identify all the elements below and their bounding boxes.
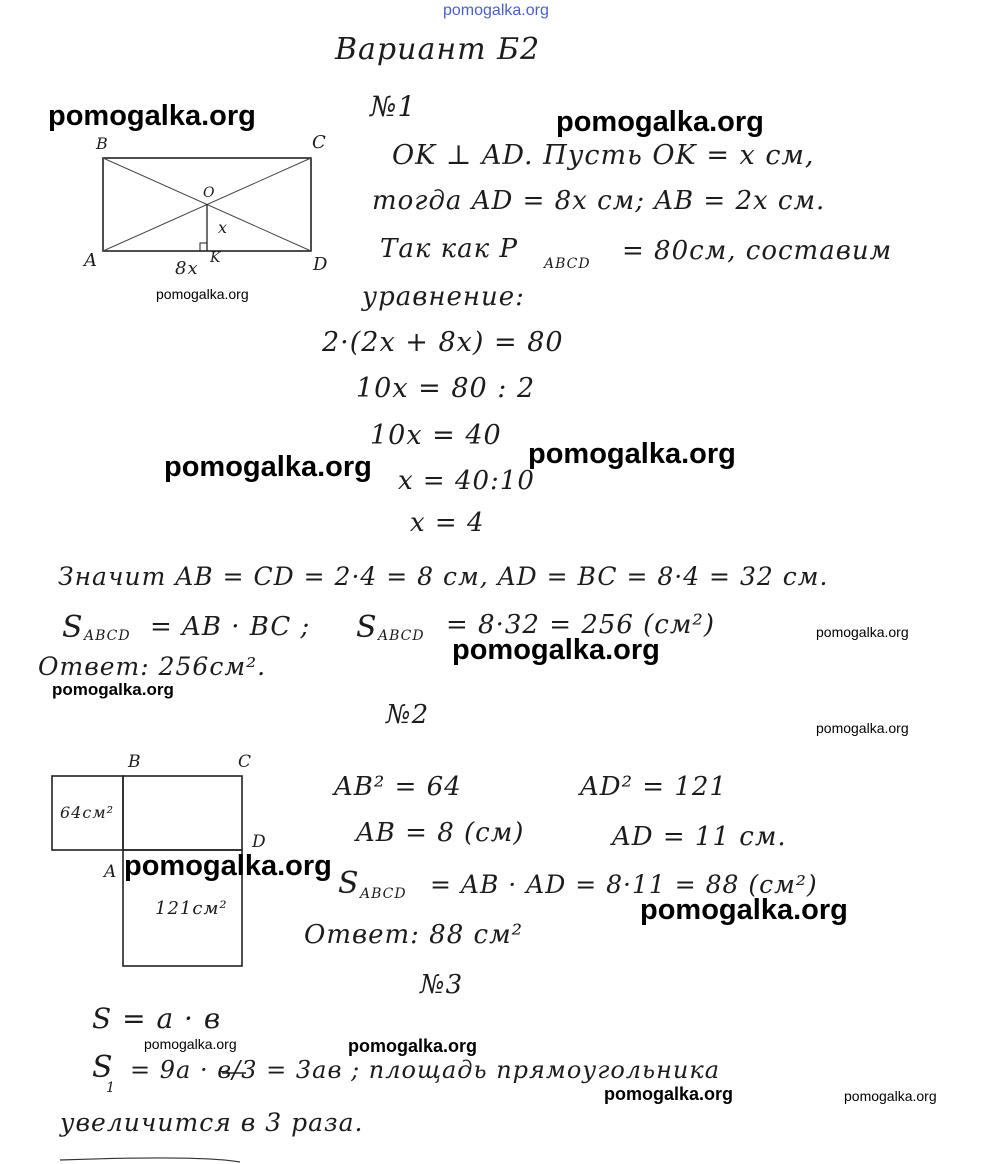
watermark-top: pomogalka.org [443,2,549,19]
task1-line-2: тогда AD = 8x см; AB = 2x см. [372,186,826,216]
task1-line-3: Так как P [380,234,518,264]
task1-line-5: 2·(2x + 8x) = 80 [322,327,564,358]
task1-line-3-sub: ABCD [544,256,591,272]
task1-answer: Ответ: 256см². [38,652,267,681]
task2-label-a: A [104,862,118,882]
label-b: B [96,134,109,153]
task2-answer: Ответ: 88 см² [304,920,524,950]
task2-line-2: AD² = 121 [580,772,727,802]
task2-line-1: AB² = 64 [334,772,462,802]
watermark: pomogalka.org [816,720,909,736]
task1-number: №1 [370,90,417,123]
task1-area-sub: ABCD [84,628,131,644]
task2-small-area: 64см² [60,803,114,822]
watermark: pomogalka.org [816,624,909,640]
watermark: pomogalka.org [844,1088,937,1104]
label-x: x [218,218,229,237]
label-o: O [203,185,216,201]
task2-label-b: B [128,752,142,772]
task1-area-s: S [62,610,84,645]
task3-line-2: = 9a · в/3 = 3aв ; площадь прямоугольника [130,1056,721,1084]
task3-s1: S [92,1050,114,1085]
task1-line-9: x = 4 [410,508,485,538]
watermark: pomogalka.org [556,106,764,138]
task2-area-formula: = AB · AD = 8·11 = 88 (см²) [430,870,818,899]
watermark: pomogalka.org [144,1036,237,1052]
task1-line-1: OK ⊥ AD. Пусть OK = x см, [392,140,815,171]
page-title: Вариант Б2 [335,32,541,67]
watermark: pomogalka.org [164,451,372,483]
task1-line-8: x = 40:10 [398,466,535,496]
task2-area-sub: ABCD [360,886,407,902]
watermark: pomogalka.org [124,850,332,882]
label-c: C [312,132,327,153]
watermark: pomogalka.org [604,1084,734,1104]
task3-s1-sub: 1 [106,1080,116,1096]
task3-line-1: S = a · в [92,1002,222,1035]
task2-number: №2 [386,700,430,730]
watermark: pomogalka.org [52,680,174,699]
task1-line-10: Значит AB = CD = 2·4 = 8 см, AD = BC = 8·4 = 32 см. [58,562,829,591]
task3-line-3: увеличится в 3 раза. [60,1108,364,1137]
watermark: pomogalka.org [156,286,249,302]
task3-number: №3 [420,970,464,1000]
task2-area-s: S [338,866,360,901]
task1-line-4: уравнение: [362,282,525,312]
watermark: pomogalka.org [640,894,848,926]
label-k: K [210,250,222,266]
task1-line-6: 10x = 80 : 2 [356,373,536,404]
task2-big-area: 121см² [155,898,228,919]
task2-label-d: D [252,832,267,852]
task1-area-sub2: ABCD [378,628,425,644]
task1-area-result: = 8·32 = 256 (см²) [446,610,715,640]
label-d: D [313,254,329,275]
label-a: A [84,250,98,271]
watermark: pomogalka.org [48,100,256,132]
task2-line-3: AB = 8 (см) [356,818,525,848]
watermark: pomogalka.org [348,1036,478,1056]
label-8x: 8x [175,258,199,279]
watermark: pomogalka.org [528,438,736,470]
task1-line-3b: = 80см, составим [622,236,893,266]
task1-area-s2: S [356,610,378,645]
task2-label-c: C [238,752,253,772]
task2-line-4: AD = 11 см. [612,822,787,852]
task1-area-formula: = AB · BC ; [150,612,311,642]
task1-line-7: 10x = 40 [370,420,502,451]
watermark: pomogalka.org [452,634,660,666]
